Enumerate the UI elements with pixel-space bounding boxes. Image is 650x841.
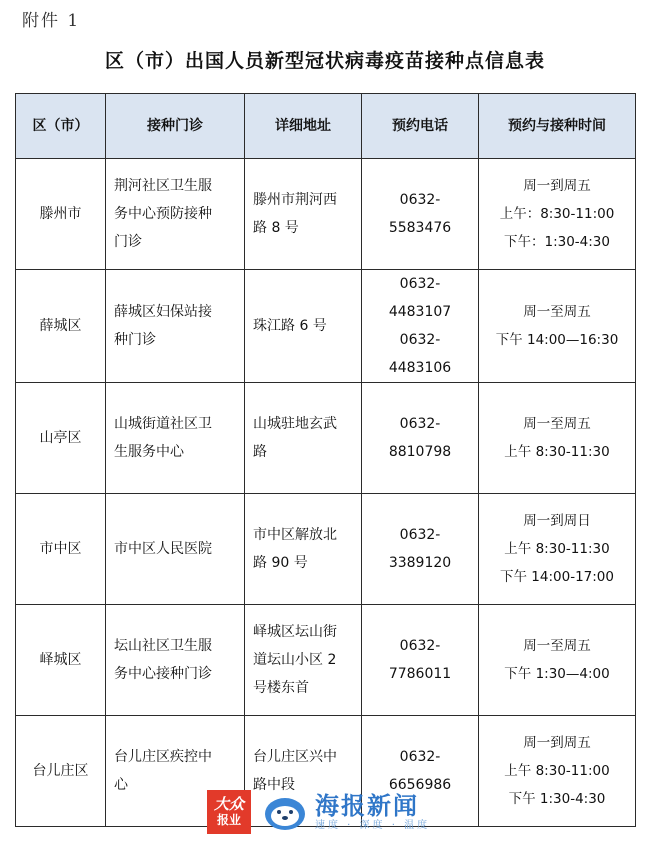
table-row (16, 159, 636, 270)
clinic-cell-line: 山城街道社区卫 (114, 416, 212, 432)
hours-cell-line: 周一至周五 (523, 304, 591, 320)
hours-cell-line: 周一至周五 (523, 416, 591, 432)
hours-cell-line: 下午 1:30-4:30 (508, 791, 606, 807)
district-cell: 薛城区 (16, 270, 106, 383)
address-cell (245, 270, 362, 383)
clinic-cell (106, 383, 245, 494)
hours-cell (479, 159, 636, 270)
attachment-label: 附件 1 (22, 11, 81, 31)
phone-cell (362, 383, 479, 494)
district-cell: 市中区 (16, 494, 106, 605)
address-cell (245, 605, 362, 716)
clinic-cell-line: 务中心预防接种 (114, 206, 212, 222)
header-phone: 预约电话 (362, 94, 479, 159)
clinic-cell-line: 市中区人民医院 (114, 541, 212, 557)
hours-cell-line: 下午：1:30-4:30 (503, 234, 610, 250)
hours-cell-line: 周一到周五 (523, 178, 591, 194)
hours-cell (479, 383, 636, 494)
hours-cell-line: 下午 1:30—4:00 (504, 666, 610, 682)
page-title: 区（市）出国人员新型冠状病毒疫苗接种点信息表 (104, 50, 545, 72)
badge-top-text: 大众 (213, 795, 244, 813)
address-cell-line: 台儿庄区兴中 (253, 749, 337, 765)
hours-cell-line: 下午 14:00—16:30 (495, 332, 619, 348)
clinic-cell-line: 薛城区妇保站接 (114, 304, 212, 320)
address-cell-line: 市中区解放北 (253, 527, 337, 543)
hours-cell (479, 270, 636, 383)
address-cell (245, 494, 362, 605)
hours-cell (479, 494, 636, 605)
phone-cell-line: 0632-4483107 (388, 276, 452, 320)
watermark-tagline: 速度 · 深度 · 温度 (315, 820, 431, 831)
clinic-cell-line: 坛山社区卫生服 (114, 638, 212, 654)
phone-cell-line: 0632-5583476 (388, 192, 452, 236)
address-cell-line: 路 (253, 444, 267, 460)
phone-cell (362, 270, 479, 383)
phone-cell (362, 159, 479, 270)
clinic-cell-line: 台儿庄区疾控中 (114, 749, 212, 765)
hours-cell-line: 周一到周五 (523, 735, 591, 751)
address-cell-line: 道坛山小区 2 (253, 652, 337, 668)
clinic-cell-line: 门诊 (114, 234, 142, 250)
clinic-cell-line: 心 (114, 777, 128, 793)
badge-bottom-text: 报业 (216, 813, 241, 827)
table-header-row (16, 94, 636, 159)
watermark (207, 790, 430, 834)
clinic-cell (106, 494, 245, 605)
watermark-name: 海报新闻 (315, 792, 419, 820)
clinic-cell (106, 605, 245, 716)
clinic-cell-line: 荆河社区卫生服 (114, 178, 212, 194)
hours-cell (479, 605, 636, 716)
address-cell-line: 山城驻地玄武 (253, 416, 337, 432)
address-cell-line: 路 8 号 (253, 220, 299, 236)
district-cell: 滕州市 (16, 159, 106, 270)
phone-cell-line: 0632-3389120 (388, 527, 452, 571)
header-hours: 预约与接种时间 (479, 94, 636, 159)
table-row (16, 270, 636, 383)
address-cell-line: 号楼东首 (253, 680, 309, 696)
phone-cell-line: 0632-7786011 (388, 638, 452, 682)
hours-cell-line: 下午 14:00-17:00 (500, 569, 614, 585)
hours-cell-line: 上午 8:30-11:30 (504, 541, 610, 557)
clinic-cell-line: 种门诊 (114, 332, 156, 348)
phone-cell-line: 0632-8810798 (388, 416, 452, 460)
hours-cell-line: 上午 8:30-11:30 (504, 444, 610, 460)
clinic-cell-line: 务中心接种门诊 (114, 666, 212, 682)
address-cell-line: 路 90 号 (253, 555, 308, 571)
phone-cell (362, 605, 479, 716)
seal-mascot-icon (261, 792, 309, 832)
hours-cell-line: 周一至周五 (523, 638, 591, 654)
phone-cell (362, 494, 479, 605)
district-cell: 台儿庄区 (16, 716, 106, 827)
phone-cell-line: 0632-6656986 (388, 749, 452, 793)
address-cell-line: 路中段 (253, 777, 295, 793)
hours-cell-line: 上午 8:30-11:00 (504, 763, 610, 779)
address-cell-line: 峄城区坛山街 (253, 624, 337, 640)
district-cell: 山亭区 (16, 383, 106, 494)
clinic-cell (106, 159, 245, 270)
clinic-cell (106, 270, 245, 383)
address-cell-line: 珠江路 6 号 (253, 318, 327, 334)
table-row (16, 383, 636, 494)
header-clinic: 接种门诊 (106, 94, 245, 159)
vaccination-sites-table (15, 93, 636, 827)
header-address: 详细地址 (245, 94, 362, 159)
clinic-cell-line: 生服务中心 (114, 444, 184, 460)
address-cell-line: 滕州市荆河西 (253, 192, 337, 208)
phone-cell-line: 0632-4483106 (388, 332, 452, 376)
hours-cell (479, 716, 636, 827)
table-row (16, 494, 636, 605)
header-district: 区（市） (16, 94, 106, 159)
dazhong-badge-logo (207, 790, 251, 834)
address-cell (245, 159, 362, 270)
hours-cell-line: 周一到周日 (523, 513, 591, 529)
hours-cell-line: 上午：8:30-11:00 (499, 206, 615, 222)
table-row (16, 605, 636, 716)
address-cell (245, 383, 362, 494)
district-cell: 峄城区 (16, 605, 106, 716)
